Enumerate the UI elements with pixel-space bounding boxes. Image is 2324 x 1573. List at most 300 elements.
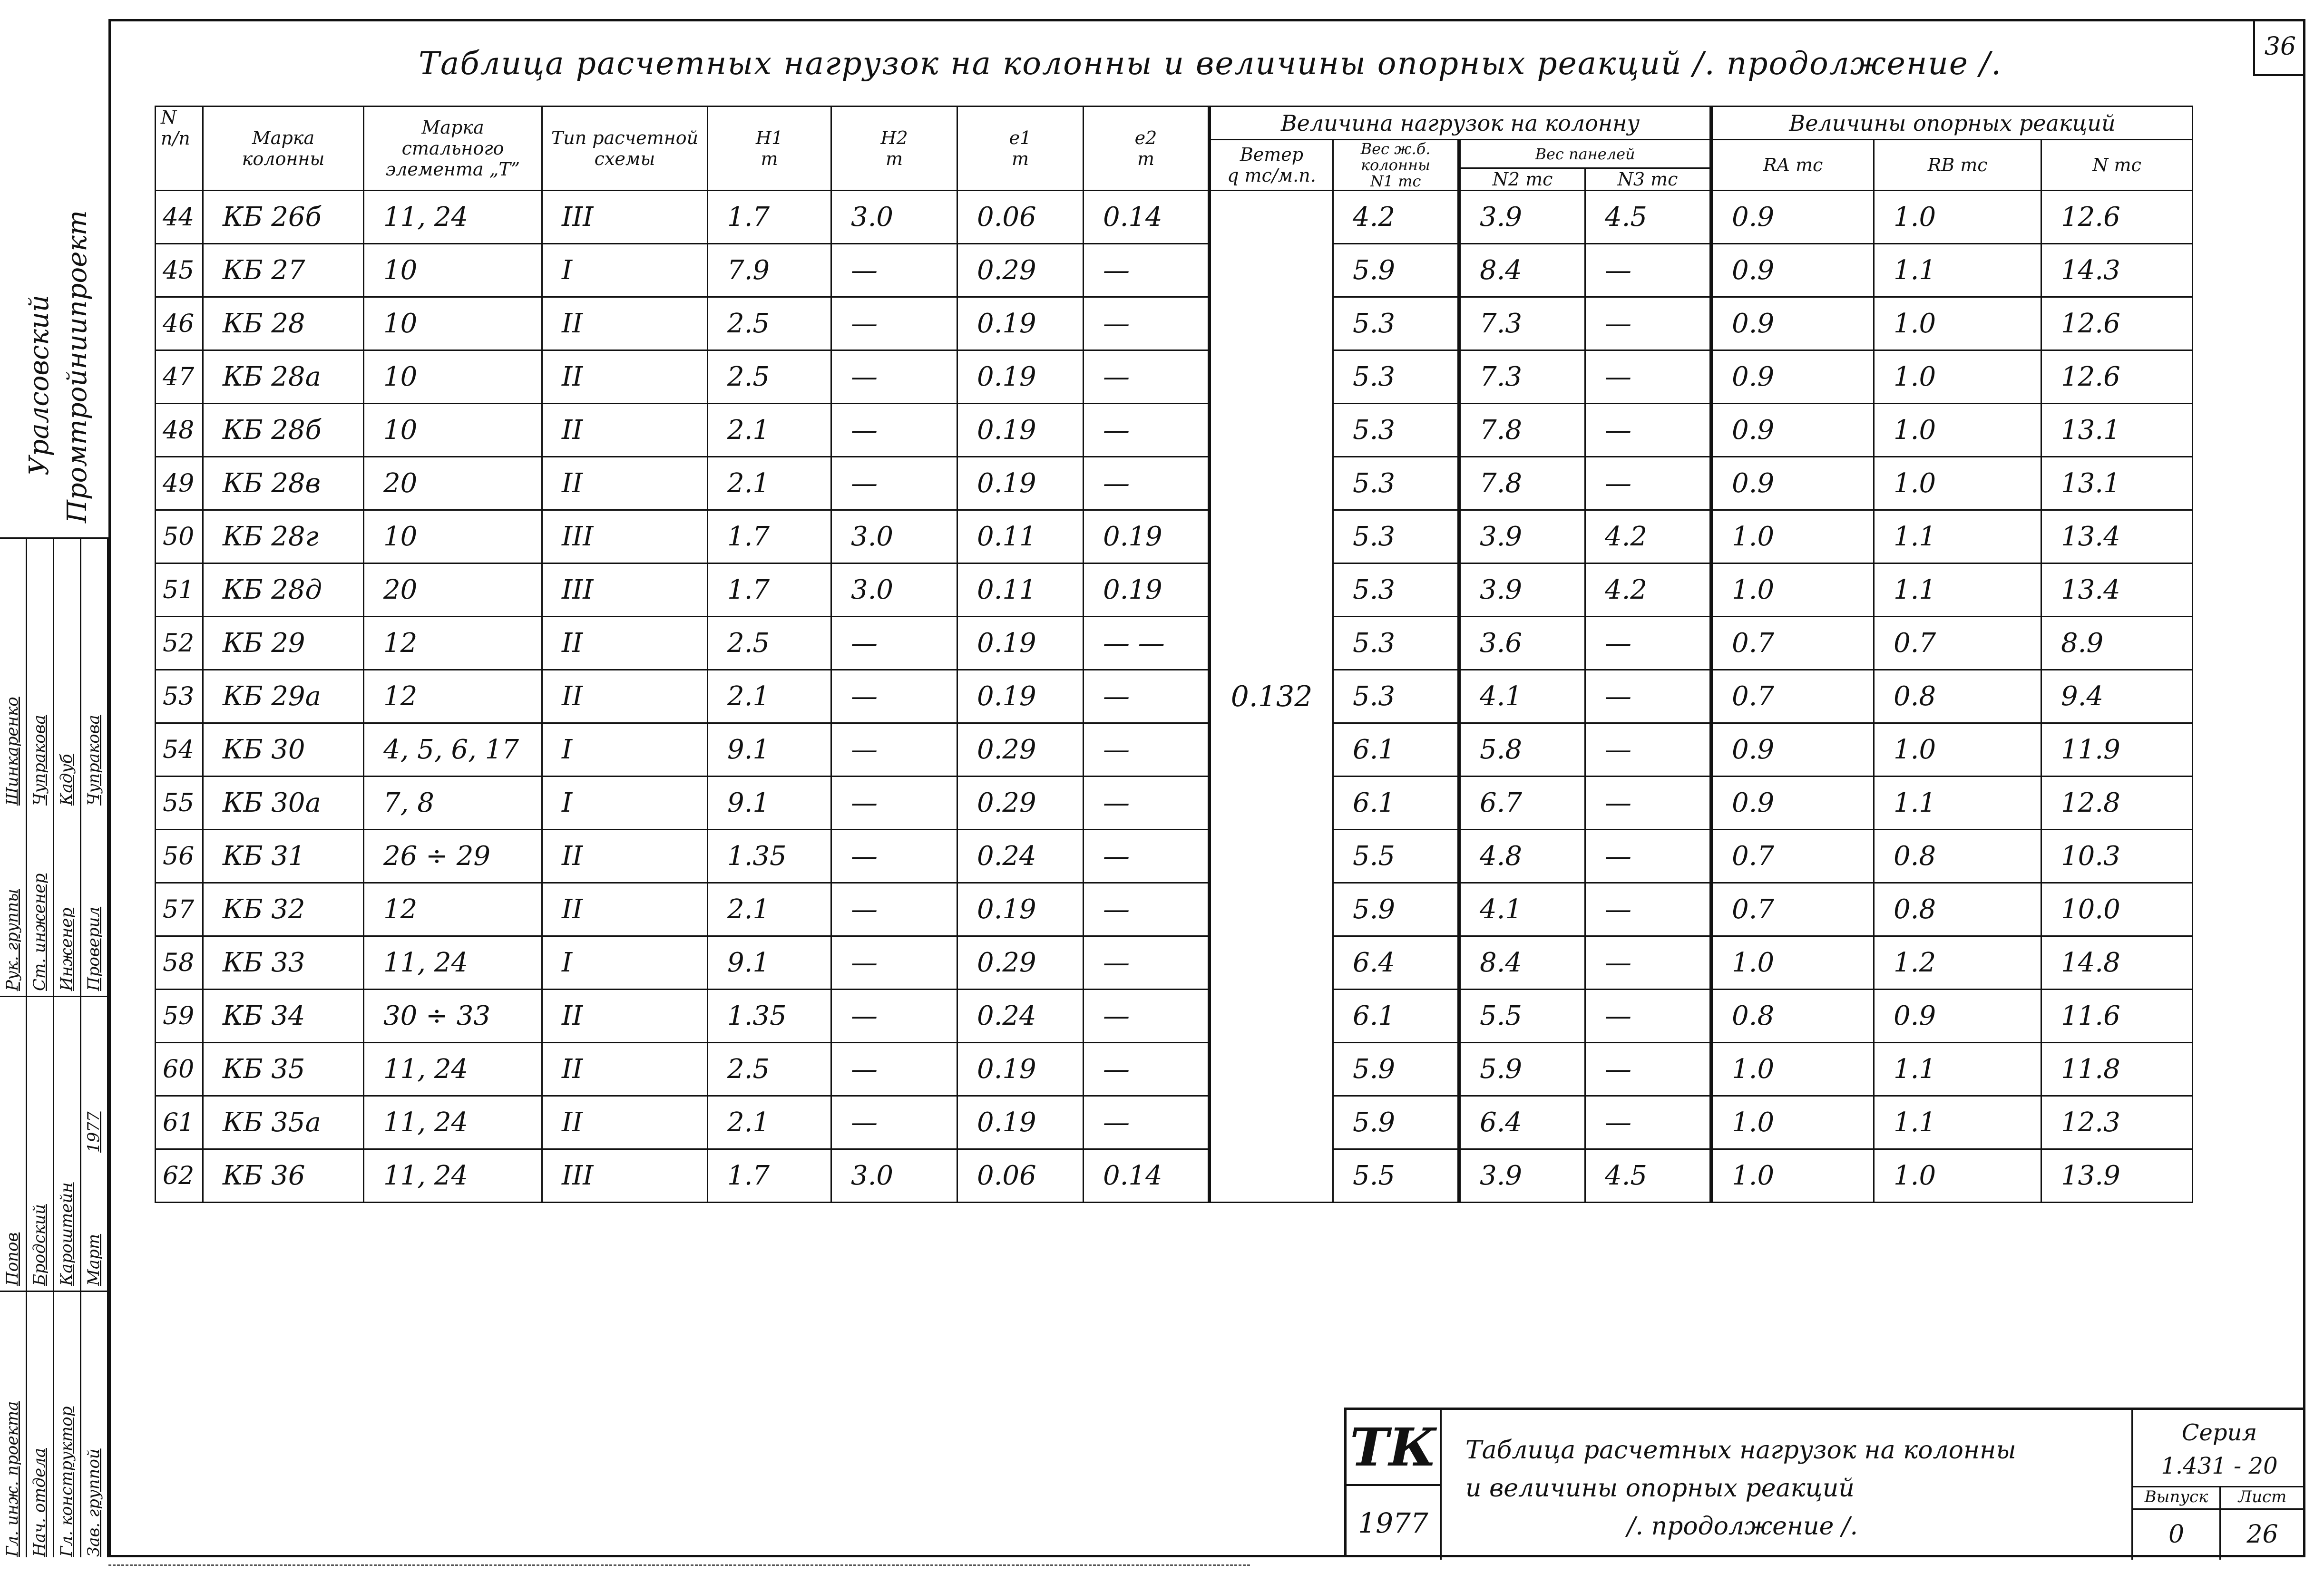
cell-n1: 5.3 [1333,510,1459,563]
stamp-name: Попов [3,1232,22,1286]
cell-n2: 7.3 [1459,350,1585,404]
cell-n: 9.4 [2041,670,2193,723]
cell-n1: 6.4 [1333,936,1459,990]
cell-h2: 3.0 [831,1149,957,1203]
cell-type: II [542,1043,708,1096]
cell-e1: 0.19 [957,297,1084,350]
cell-h1: 2.5 [708,297,831,350]
cell-e1: 0.19 [957,883,1084,936]
cell-e1: 0.19 [957,1043,1084,1096]
cell-n1: 5.9 [1333,244,1459,297]
cell-type: I [542,777,708,830]
cell-no: 49 [156,457,203,510]
header-rb: RB тс [1874,140,2041,191]
cell-steel: 26 ÷ 29 [364,830,542,883]
cell-e1: 0.29 [957,936,1084,990]
table-row [156,191,2193,244]
stamp-role-2: Ст. инженер [30,873,49,991]
cell-ra: 0.9 [1711,297,1874,350]
cell-mark: КБ 36 [203,1149,364,1203]
cell-h1: 2.5 [708,617,831,670]
series-label: Серия [2181,1419,2257,1446]
cell-n: 14.3 [2041,244,2193,297]
header-wind-unit: q тс/м.п. [1227,165,1316,186]
cell-rb: 1.0 [1874,1149,2041,1203]
cell-e1: 0.19 [957,1096,1084,1149]
cell-n1: 5.3 [1333,670,1459,723]
stamp-column [54,539,81,1557]
header-group-loads: Величина нагрузок на колонну [1210,107,1711,140]
cell-type: II [542,404,708,457]
cell-e2: — [1084,404,1210,457]
header-type: Тип расчетной схемы [542,107,708,191]
header-col-weight-unit: N1 тс [1370,172,1421,190]
series-box [2131,1410,2305,1560]
header-e2-label: e2 [1134,127,1157,148]
stamp-role-2: Инженер [57,907,76,991]
cell-no: 56 [156,830,203,883]
cell-e2: — [1084,1096,1210,1149]
cell-n2: 3.9 [1459,191,1585,244]
cell-mark: КБ 29 [203,617,364,670]
cell-type: II [542,830,708,883]
cell-n2: 8.4 [1459,936,1585,990]
table-row [156,936,2193,990]
cell-h2: — [831,617,957,670]
cell-n1: 5.5 [1333,830,1459,883]
cell-mark: КБ 28б [203,404,364,457]
cell-ra: 1.0 [1711,1096,1874,1149]
cell-no: 44 [156,191,203,244]
cell-h1: 1.35 [708,830,831,883]
cell-n3: — [1585,350,1711,404]
cell-rb: 0.8 [1874,670,2041,723]
cell-e1: 0.24 [957,830,1084,883]
department-line-2: Промтройниипроект [62,210,93,523]
cell-mark: КБ 27 [203,244,364,297]
table-row [156,244,2193,297]
cell-n2: 4.8 [1459,830,1585,883]
header-ra: RA тс [1711,140,1874,191]
cell-h1: 2.1 [708,457,831,510]
cell-mark: КБ 35а [203,1096,364,1149]
cell-rb: 1.2 [1874,936,2041,990]
cell-no: 57 [156,883,203,936]
title-description [1465,1431,2108,1545]
table-row [156,617,2193,670]
table-row [156,297,2193,350]
cell-mark: КБ 35 [203,1043,364,1096]
cell-h2: 3.0 [831,510,957,563]
cell-rb: 1.0 [1874,404,2041,457]
cell-mark: КБ 28а [203,350,364,404]
cell-steel: 11, 24 [364,1096,542,1149]
cell-type: III [542,1149,708,1203]
cell-n3: 4.2 [1585,563,1711,617]
cell-rb: 1.1 [1874,510,2041,563]
cell-n: 13.4 [2041,510,2193,563]
header-col-weight [1333,140,1459,191]
cell-n1: 6.1 [1333,723,1459,777]
cell-no: 53 [156,670,203,723]
cell-e2: 0.14 [1084,1149,1210,1203]
cell-n3: 4.5 [1585,1149,1711,1203]
cell-n2: 3.9 [1459,1149,1585,1203]
cell-h2: — [831,830,957,883]
header-h2-unit: m [885,148,903,169]
loads-table [155,106,2193,1203]
header-e1 [957,107,1084,191]
cell-n1: 5.3 [1333,457,1459,510]
sheet-label: Лист [2238,1487,2287,1506]
cell-h1: 7.9 [708,244,831,297]
header-n3: N3 тс [1585,168,1711,191]
cell-ra: 0.9 [1711,457,1874,510]
cell-n: 10.3 [2041,830,2193,883]
stamp-column [27,539,54,1557]
cell-h1: 1.7 [708,563,831,617]
cell-type: II [542,350,708,404]
cell-e2: — [1084,350,1210,404]
table-row [156,1149,2193,1203]
cell-no: 50 [156,510,203,563]
cell-no: 60 [156,1043,203,1096]
sheet-value: 26 [2246,1520,2278,1549]
stamp-role: Гл. инж. проекта [3,1401,22,1557]
cell-steel: 10 [364,297,542,350]
tk-logo: ТК [1347,1410,1442,1486]
cell-steel: 10 [364,404,542,457]
stamp-divider [0,996,108,997]
cell-ra: 1.0 [1711,1149,1874,1203]
cell-steel: 20 [364,563,542,617]
cell-e2: — [1084,936,1210,990]
title-desc-line: Таблица расчетных нагрузок на колонны [1465,1436,2016,1465]
cell-e1: 0.06 [957,1149,1084,1203]
cell-mark: КБ 31 [203,830,364,883]
cell-e1: 0.29 [957,777,1084,830]
cell-h1: 2.1 [708,404,831,457]
cell-e1: 0.29 [957,723,1084,777]
cell-e1: 0.19 [957,670,1084,723]
header-e2 [1084,107,1210,191]
title-year: 1977 [1347,1486,1442,1560]
cell-h2: 3.0 [831,563,957,617]
cell-ra: 1.0 [1711,563,1874,617]
cell-h1: 2.1 [708,1096,831,1149]
cell-n3: — [1585,297,1711,350]
cell-n2: 3.9 [1459,510,1585,563]
header-wind-label: Ветер [1240,144,1304,165]
stamp-name: Март [84,1233,103,1286]
cell-steel: 12 [364,883,542,936]
cell-type: III [542,563,708,617]
table-row [156,670,2193,723]
cell-rb: 1.0 [1874,191,2041,244]
header-h2 [831,107,957,191]
cell-n: 12.3 [2041,1096,2193,1149]
cell-n: 12.6 [2041,350,2193,404]
cell-ra: 1.0 [1711,936,1874,990]
issue-label: Выпуск [2144,1487,2208,1506]
cell-rb: 1.0 [1874,723,2041,777]
cell-ra: 0.9 [1711,404,1874,457]
table-row [156,777,2193,830]
cell-ra: 0.9 [1711,244,1874,297]
stamp-column [81,539,108,1557]
cell-steel: 4, 5, 6, 17 [364,723,542,777]
cell-ra: 0.7 [1711,883,1874,936]
table-body [156,191,2193,1203]
cell-rb: 1.0 [1874,457,2041,510]
cell-no: 45 [156,244,203,297]
cell-e2: 0.19 [1084,563,1210,617]
cell-steel: 7, 8 [364,777,542,830]
cell-ra: 0.9 [1711,191,1874,244]
cell-no: 54 [156,723,203,777]
cell-mark: КБ 30а [203,777,364,830]
cell-h1: 1.7 [708,510,831,563]
cell-type: III [542,191,708,244]
cell-rb: 1.0 [1874,350,2041,404]
cell-mark: КБ 28д [203,563,364,617]
cell-n: 10.0 [2041,883,2193,936]
department-line-1: Уралсовский [24,295,55,476]
cell-steel: 11, 24 [364,1149,542,1203]
header-wind [1210,140,1333,191]
table-row [156,1096,2193,1149]
cell-n2: 3.9 [1459,563,1585,617]
cell-n3: — [1585,1096,1711,1149]
cell-ra: 0.9 [1711,777,1874,830]
cell-h1: 2.5 [708,350,831,404]
header-h1 [708,107,831,191]
cell-n: 12.8 [2041,777,2193,830]
cell-rb: 1.1 [1874,1096,2041,1149]
cell-rb: 1.0 [1874,297,2041,350]
header-h1-label: H1 [755,127,783,148]
cell-e1: 0.24 [957,990,1084,1043]
header-mark: Марка колонны [203,107,364,191]
cell-n2: 6.7 [1459,777,1585,830]
cell-ra: 1.0 [1711,510,1874,563]
issue-value: 0 [2168,1520,2185,1549]
cell-h2: — [831,244,957,297]
table-row [156,830,2193,883]
cell-mark: КБ 34 [203,990,364,1043]
series-value: 1.431 - 20 [2161,1453,2278,1479]
sheet-number: 36 [2253,19,2305,76]
cell-n1: 5.9 [1333,1043,1459,1096]
stamp-role-2: Рук. группы [3,889,22,991]
cell-n: 13.1 [2041,404,2193,457]
cell-rb: 1.1 [1874,777,2041,830]
cell-e1: 0.19 [957,457,1084,510]
header-steel: Марка стального элемента „Т” [364,107,542,191]
cell-steel: 10 [364,350,542,404]
cell-no: 58 [156,936,203,990]
cell-h1: 1.7 [708,1149,831,1203]
header-e2-unit: m [1137,148,1155,169]
cell-n1: 5.3 [1333,617,1459,670]
cell-h1: 2.1 [708,670,831,723]
header-h2-label: H2 [880,127,908,148]
page-title: Таблица расчетных нагрузок на колонны и величины опорных реакций /. продолжение /. [419,45,2002,82]
cell-rb: 1.1 [1874,244,2041,297]
table-row [156,350,2193,404]
cell-e2: 0.14 [1084,191,1210,244]
cell-e1: 0.19 [957,350,1084,404]
cell-n1: 5.3 [1333,350,1459,404]
cell-h2: — [831,297,957,350]
cell-rb: 0.9 [1874,990,2041,1043]
title-block [1344,1408,2305,1557]
cell-steel: 30 ÷ 33 [364,990,542,1043]
cell-n3: — [1585,936,1711,990]
cell-h1: 1.35 [708,990,831,1043]
table-row [156,457,2193,510]
cell-e2: 0.19 [1084,510,1210,563]
cell-e2: — [1084,297,1210,350]
cell-type: II [542,990,708,1043]
cell-mark: КБ 32 [203,883,364,936]
stamp-role: Гл. конструктор [57,1406,76,1557]
cell-n: 14.8 [2041,936,2193,990]
cell-n2: 7.3 [1459,297,1585,350]
department-label [24,209,109,523]
side-stamp [0,537,108,1557]
cell-h2: — [831,990,957,1043]
cell-n3: — [1585,617,1711,670]
stamp-name-2: Кадуб [57,754,76,806]
cell-e2: — [1084,830,1210,883]
cell-h1: 9.1 [708,777,831,830]
cell-n3: 4.2 [1585,510,1711,563]
cell-type: II [542,617,708,670]
cell-no: 48 [156,404,203,457]
cell-e2: — — [1084,617,1210,670]
cell-steel: 11, 24 [364,1043,542,1096]
cell-ra: 0.7 [1711,670,1874,723]
cell-n: 11.6 [2041,990,2193,1043]
cell-n: 11.9 [2041,723,2193,777]
cell-n2: 7.8 [1459,404,1585,457]
cell-h2: — [831,670,957,723]
cell-n: 12.6 [2041,191,2193,244]
cell-n3: — [1585,723,1711,777]
cell-e1: 0.29 [957,244,1084,297]
cell-e2: — [1084,777,1210,830]
cell-n1: 5.3 [1333,297,1459,350]
cell-mark: КБ 26б [203,191,364,244]
cell-steel: 11, 24 [364,191,542,244]
cell-n: 13.9 [2041,1149,2193,1203]
table-row [156,1043,2193,1096]
cell-ra: 0.9 [1711,350,1874,404]
table-row [156,563,2193,617]
cell-n: 13.1 [2041,457,2193,510]
wind-value-cell: 0.132 [1210,191,1333,1203]
cell-n3: — [1585,244,1711,297]
cell-steel: 20 [364,457,542,510]
table-row [156,510,2193,563]
cell-n1: 4.2 [1333,191,1459,244]
cell-mark: КБ 28 [203,297,364,350]
cell-n: 12.6 [2041,297,2193,350]
cell-rb: 0.7 [1874,617,2041,670]
cell-mark: КБ 29а [203,670,364,723]
cell-type: III [542,510,708,563]
cell-n1: 5.5 [1333,1149,1459,1203]
cell-n2: 4.1 [1459,883,1585,936]
cell-h2: — [831,457,957,510]
cell-e1: 0.11 [957,510,1084,563]
cell-rb: 0.8 [1874,830,2041,883]
cell-no: 47 [156,350,203,404]
cell-n2: 6.4 [1459,1096,1585,1149]
cell-n1: 5.9 [1333,1096,1459,1149]
cell-steel: 10 [364,510,542,563]
cell-h2: 3.0 [831,191,957,244]
cell-e2: — [1084,990,1210,1043]
cell-h2: — [831,1043,957,1096]
cell-type: I [542,244,708,297]
cell-steel: 11, 24 [364,936,542,990]
stamp-role-2: Проверил [84,906,103,991]
cell-n3: — [1585,990,1711,1043]
block-divider [2219,1486,2221,1560]
header-n2: N2 тс [1459,168,1585,191]
cell-e1: 0.11 [957,563,1084,617]
cell-h2: — [831,723,957,777]
cell-n: 11.8 [2041,1043,2193,1096]
cell-n1: 6.1 [1333,990,1459,1043]
cell-n1: 5.3 [1333,404,1459,457]
cell-n3: — [1585,457,1711,510]
cell-e2: — [1084,1043,1210,1096]
cell-no: 52 [156,617,203,670]
cell-h2: — [831,777,957,830]
cell-h2: — [831,936,957,990]
cell-n3: — [1585,404,1711,457]
cell-h1: 2.5 [708,1043,831,1096]
cell-n3: — [1585,670,1711,723]
table-row [156,990,2193,1043]
cell-h1: 9.1 [708,723,831,777]
stamp-divider [0,1291,108,1292]
cell-mark: КБ 30 [203,723,364,777]
cell-ra: 1.0 [1711,1043,1874,1096]
stamp-name: Кароштейн [57,1182,76,1286]
header-n: N тс [2041,140,2193,191]
cell-h1: 9.1 [708,936,831,990]
cell-n3: — [1585,777,1711,830]
header-group-reactions: Величины опорных реакций [1711,107,2193,140]
cell-n2: 4.1 [1459,670,1585,723]
cell-type: I [542,936,708,990]
cell-n1: 5.9 [1333,883,1459,936]
stamp-date: 1977 [84,1111,103,1153]
cell-no: 62 [156,1149,203,1203]
cell-no: 55 [156,777,203,830]
cell-ra: 0.7 [1711,617,1874,670]
stamp-name: Бродский [30,1204,49,1286]
header-panels: Вес панелей [1459,140,1711,168]
cell-n2: 5.9 [1459,1043,1585,1096]
cell-steel: 12 [364,670,542,723]
cell-e2: — [1084,670,1210,723]
stamp-name-2: Чупракова [84,715,103,806]
